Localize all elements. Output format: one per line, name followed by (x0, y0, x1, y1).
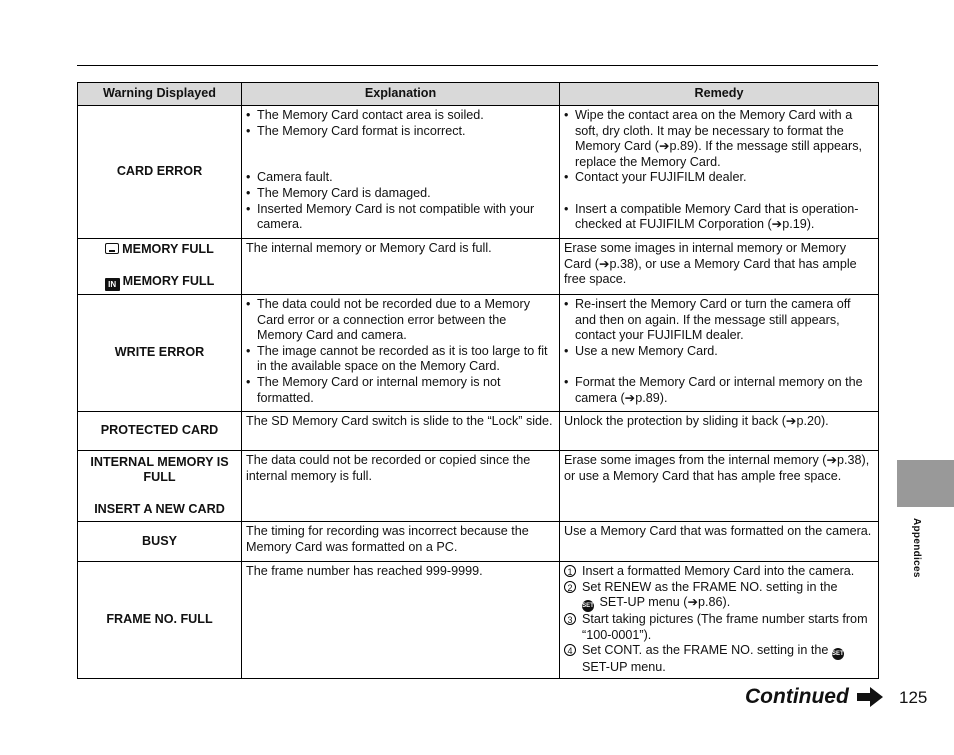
list-item: • Re-insert the Memory Card or turn the camera off and then on again. If the message still appears, contact your FUJIFILM dealer. (564, 297, 874, 344)
table-row (78, 295, 879, 412)
list-item: • The Memory Card is damaged. (246, 186, 555, 202)
list-item (564, 643, 874, 676)
remedy-write-error (560, 295, 879, 412)
list-item: • Inserted Memory Card is not compatible with your camera. (246, 202, 555, 233)
explanation-card-error (242, 106, 560, 239)
step-text: SET-UP menu. (582, 660, 666, 675)
list-item: • Contact your FUJIFILM dealer. (564, 170, 874, 186)
step-text: SET-UP menu (➔p.86). (599, 595, 731, 610)
list-item (564, 612, 874, 643)
side-tab-block (897, 460, 954, 507)
list-item: • Wipe the contact area on the Memory Card with a soft, dry cloth. It may be necessary to format the Memory Card (➔p.89). If the message still appears, replace the Memory Card. (564, 108, 874, 170)
warning-label: MEMORY FULL (122, 273, 215, 288)
step-number-icon: 3 (564, 613, 576, 625)
arrow-right-icon (857, 687, 883, 707)
explanation-write-error (242, 295, 560, 412)
list-item: • The image cannot be recorded as it is too large to fit in the available space on the Memory Card. (246, 344, 555, 375)
list-item: • The Memory Card or internal memory is not formatted. (246, 375, 555, 406)
table-row (78, 412, 879, 451)
list-item: • Use a new Memory Card. (564, 344, 874, 360)
table-row (78, 451, 879, 522)
step-number-icon: 1 (564, 565, 576, 577)
warning-label: INSERT A NEW CARD (94, 501, 225, 516)
explanation-frame-no-full: The frame number has reached 999-9999. (242, 562, 560, 679)
header-remedy: Remedy (560, 83, 879, 106)
list-item: • The Memory Card format is incorrect. (246, 124, 555, 140)
page-number: 125 (899, 688, 928, 707)
table-row (78, 239, 879, 295)
step-text: Start taking pictures (The frame number starts from “100-0001”). (582, 612, 868, 642)
explanation-memory-full: The internal memory or Memory Card is full. (242, 239, 560, 295)
continued-label (745, 684, 883, 710)
list-item: • Insert a compatible Memory Card that is operation-checked at FUJIFILM Corporation (➔p.19). (564, 202, 874, 233)
setup-menu-icon: SET (582, 600, 594, 612)
step-text: Set RENEW as the FRAME NO. setting in the (582, 579, 838, 594)
warning-protected-card: PROTECTED CARD (78, 412, 242, 451)
warning-write-error: WRITE ERROR (78, 295, 242, 412)
header-explanation: Explanation (242, 83, 560, 106)
remedy-memory-full: Erase some images in internal memory or Memory Card (➔p.38), or use a Memory Card that has ample free space. (560, 239, 879, 295)
table-row (78, 562, 879, 679)
header-warning: Warning Displayed (78, 83, 242, 106)
warning-label: MEMORY FULL (122, 242, 214, 257)
list-item: • The data could not be recorded due to a Memory Card error or a connection error between the Memory Card and camera. (246, 297, 555, 344)
remedy-frame-no-full (560, 562, 879, 679)
remedy-internal-memory-full: Erase some images from the internal memory (➔p.38), or use a Memory Card that has ample free space. (560, 451, 879, 522)
remedy-card-error (560, 106, 879, 239)
remedy-protected-card: Unlock the protection by sliding it back (➔p.20). (560, 412, 879, 451)
side-tab-label: Appendices (911, 518, 922, 578)
warning-busy: BUSY (78, 522, 242, 562)
memory-card-icon (105, 243, 119, 254)
setup-menu-icon: SET (832, 648, 844, 660)
explanation-internal-memory-full: The data could not be recorded or copied since the internal memory is full. (242, 451, 560, 522)
list-item: • The Memory Card contact area is soiled. (246, 108, 555, 124)
step-number-icon: 2 (564, 581, 576, 593)
continued-text: Continued (745, 685, 849, 708)
table-header-row (78, 83, 879, 106)
step-number-icon: 4 (564, 644, 576, 656)
table-row (78, 522, 879, 562)
step-text: Insert a formatted Memory Card into the camera. (582, 564, 855, 578)
list-item: • Camera fault. (246, 170, 555, 186)
warning-memory-full (78, 239, 242, 295)
warning-table (77, 82, 879, 679)
step-text: Set CONT. as the FRAME NO. setting in the (582, 643, 829, 658)
warning-label: INTERNAL MEMORY IS FULL (90, 454, 229, 485)
explanation-busy: The timing for recording was incorrect because the Memory Card was formatted on a PC. (242, 522, 560, 562)
list-item (564, 564, 874, 580)
explanation-protected-card: The SD Memory Card switch is slide to the “Lock” side. (242, 412, 560, 451)
warning-internal-memory-full (78, 451, 242, 522)
warning-frame-no-full: FRAME NO. FULL (78, 562, 242, 679)
table-row (78, 106, 879, 239)
internal-memory-icon: IN (105, 278, 120, 291)
top-rule (77, 65, 878, 66)
list-item (564, 580, 874, 613)
warning-card-error: CARD ERROR (78, 106, 242, 239)
remedy-busy: Use a Memory Card that was formatted on the camera. (560, 522, 879, 562)
list-item: • Format the Memory Card or internal memory on the camera (➔p.89). (564, 375, 874, 406)
